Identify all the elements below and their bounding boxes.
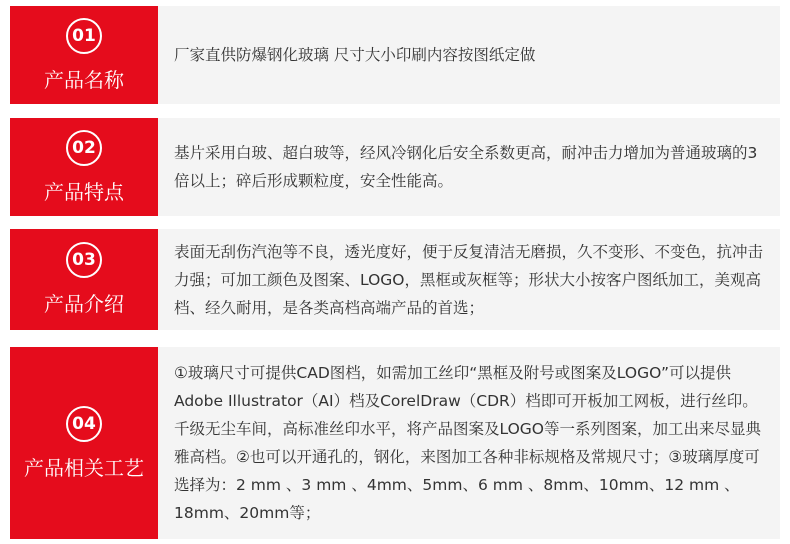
row-product-intro xyxy=(10,229,780,330)
row-product-name xyxy=(10,6,780,104)
row-badge xyxy=(10,118,158,216)
row-product-features xyxy=(10,118,780,216)
row-badge xyxy=(10,6,158,104)
row-content xyxy=(158,118,780,216)
row-product-process xyxy=(10,347,780,539)
row-label: 产品介绍 xyxy=(44,292,124,316)
row-content xyxy=(158,347,780,539)
row-number: 02 xyxy=(66,130,102,166)
row-text: ①玻璃尺寸可提供CAD图档，如需加工丝印“黑框及附号或图案及LOGO”可以提供Adobe Illustrator（AI）档及CorelDraw（CDR）档即可开板加工网板，进行丝印。千级无尘车间，高标准丝印水平，将产品图案及LOGO等一系列图案，加工出来尽显典雅高档。②也可以开通孔的，钢化，来图加工各种非标规格及常规尺寸；③玻璃厚度可选择为：2 mm 、3 mm 、4mm、5mm、6 mm 、8mm、10mm、12 mm 、18mm、20mm等； xyxy=(174,364,761,522)
row-badge xyxy=(10,347,158,539)
row-label: 产品特点 xyxy=(44,179,124,204)
row-number: 03 xyxy=(66,242,102,278)
row-label: 产品名称 xyxy=(44,67,124,92)
row-content xyxy=(158,6,780,104)
row-text: 表面无刮伤汽泡等不良，透光度好，便于反复清洁无磨损，久不变形、不变色，抗冲击力强；可加工颜色及图案、LOGO，黑框或灰框等；形状大小按客户图纸加工，美观高档、经久耐用，是各类高档高端产品的首选； xyxy=(174,242,764,317)
row-badge xyxy=(10,229,158,330)
row-label: 产品相关工艺 xyxy=(24,455,144,480)
row-content xyxy=(158,229,780,330)
row-number: 01 xyxy=(66,18,102,54)
row-number: 04 xyxy=(66,406,102,442)
row-text: 厂家直供防爆钢化玻璃 尺寸大小印刷内容按图纸定做 xyxy=(174,46,536,64)
row-text: 基片采用白玻、超白玻等，经风冷钢化后安全系数更高，耐冲击力增加为普通玻璃的3倍以上；碎后形成颗粒度，安全性能高。 xyxy=(174,144,758,190)
